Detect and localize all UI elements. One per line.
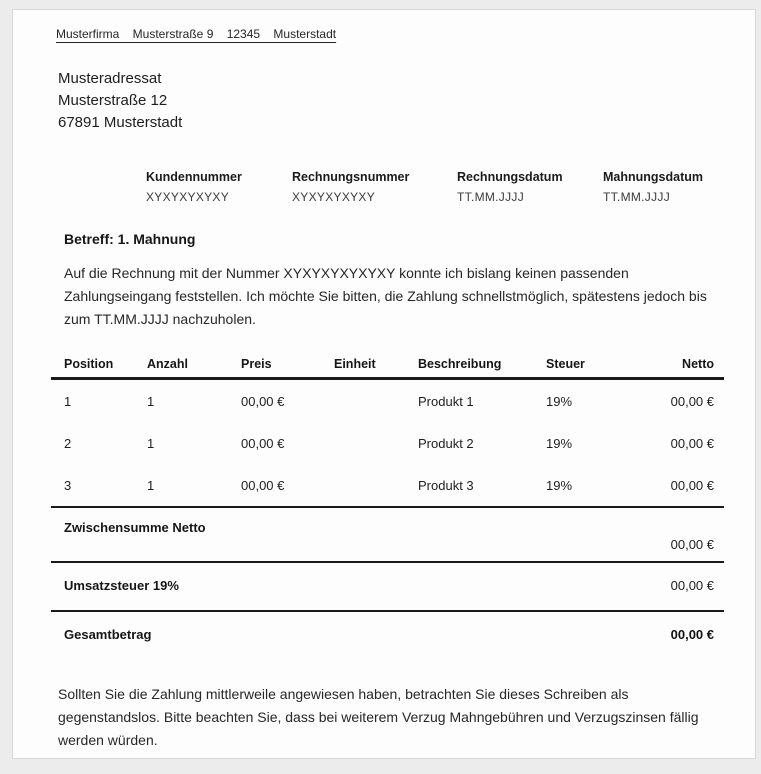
subtotal-value: 00,00 €: [670, 537, 714, 552]
meta-field-rechnungsnummer: [292, 170, 409, 204]
cell-position: 2: [64, 435, 72, 451]
cell-einheit: [321, 379, 405, 423]
invoice-table-section: [51, 351, 724, 660]
col-header-anzahl: Anzahl: [134, 351, 228, 379]
recipient-street: Musterstraße 12: [58, 92, 168, 109]
table-row: [51, 422, 724, 464]
intro-paragraph: Auf die Rechnung mit der Nummer XYXYXYXYXYXY konnte ich bislang keinen passenden Zahlungseingang feststellen. Ich möchte Sie bitten, die Zahlung schnellstmöglich, spätestens jedoch bis zum TT.MM.JJJJ nachzuholen.: [64, 265, 707, 327]
meta-label: Rechnungsnummer: [292, 170, 410, 184]
cell-anzahl: 1: [147, 393, 155, 409]
cell-preis: 00,00 €: [241, 477, 285, 493]
tax-label: Umsatzsteuer 19%: [64, 578, 179, 593]
cell-netto: 00,00 €: [670, 477, 714, 493]
cell-beschreibung: Produkt 1: [418, 393, 474, 409]
cell-anzahl: 1: [147, 435, 155, 451]
col-header-einheit: Einheit: [321, 351, 405, 379]
meta-field-rechnungsdatum: [457, 170, 563, 204]
subject-line: Betreff: 1. Mahnung: [64, 231, 196, 247]
cell-position: 3: [64, 477, 72, 493]
meta-label: Mahnungsdatum: [603, 170, 703, 184]
closing-paragraph: Sollten Sie die Zahlung mittlerweile angewiesen haben, betrachten Sie dieses Schreiben als gegenstandslos. Bitte beachten Sie, dass bei weiterem Verzug Mahngebühren und Verzugszinsen fällig werden würden.: [58, 686, 699, 748]
invoice-items-table: [51, 351, 724, 506]
grand-total-row: [51, 612, 724, 660]
tax-row: [51, 563, 724, 612]
meta-value: TT.MM.JJJJ: [457, 190, 524, 204]
meta-value: XYXYXYXYXY: [146, 190, 230, 204]
cell-anzahl: 1: [147, 477, 155, 493]
meta-field-mahnungsdatum: [603, 170, 703, 204]
col-header-preis: Preis: [228, 351, 321, 379]
cell-netto: 00,00 €: [670, 393, 714, 409]
meta-field-kundennummer: [146, 170, 242, 204]
cell-steuer: 19%: [546, 477, 573, 493]
cell-beschreibung: Produkt 2: [418, 435, 474, 451]
document-page: [12, 9, 756, 759]
grand-total-label: Gesamtbetrag: [64, 627, 152, 642]
col-header-steuer: Steuer: [533, 351, 651, 379]
meta-label: Kundennummer: [146, 170, 242, 184]
recipient-address-block: [58, 68, 182, 134]
cell-preis: 00,00 €: [241, 393, 285, 409]
grand-total-value: 00,00 €: [670, 627, 714, 642]
cell-position: 1: [64, 393, 72, 409]
col-header-beschreibung: Beschreibung: [405, 351, 533, 379]
cell-preis: 00,00 €: [241, 435, 285, 451]
cell-netto: 00,00 €: [670, 435, 714, 451]
table-row: [51, 464, 724, 506]
cell-einheit: [321, 464, 405, 506]
recipient-city: 67891 Musterstadt: [58, 114, 183, 131]
table-row: [51, 379, 724, 423]
subtotal-row: [51, 508, 724, 563]
col-header-netto: Netto: [651, 351, 724, 379]
meta-value: XYXYXYXYXY: [292, 190, 376, 204]
meta-label: Rechnungsdatum: [457, 170, 563, 184]
cell-beschreibung: Produkt 3: [418, 477, 474, 493]
subtotal-label: Zwischensumme Netto: [64, 520, 206, 535]
sender-address-line: Musterfirma Musterstraße 9 12345 Musterstadt: [56, 27, 337, 41]
recipient-name: Musteradressat: [58, 70, 162, 87]
table-header-row: [51, 351, 724, 379]
totals-section: [51, 506, 724, 660]
cell-steuer: 19%: [546, 435, 573, 451]
cell-einheit: [321, 422, 405, 464]
invoice-meta-row: [13, 170, 755, 214]
meta-value: TT.MM.JJJJ: [603, 190, 670, 204]
cell-steuer: 19%: [546, 393, 573, 409]
tax-value: 00,00 €: [670, 578, 714, 593]
col-header-position: Position: [51, 351, 134, 379]
